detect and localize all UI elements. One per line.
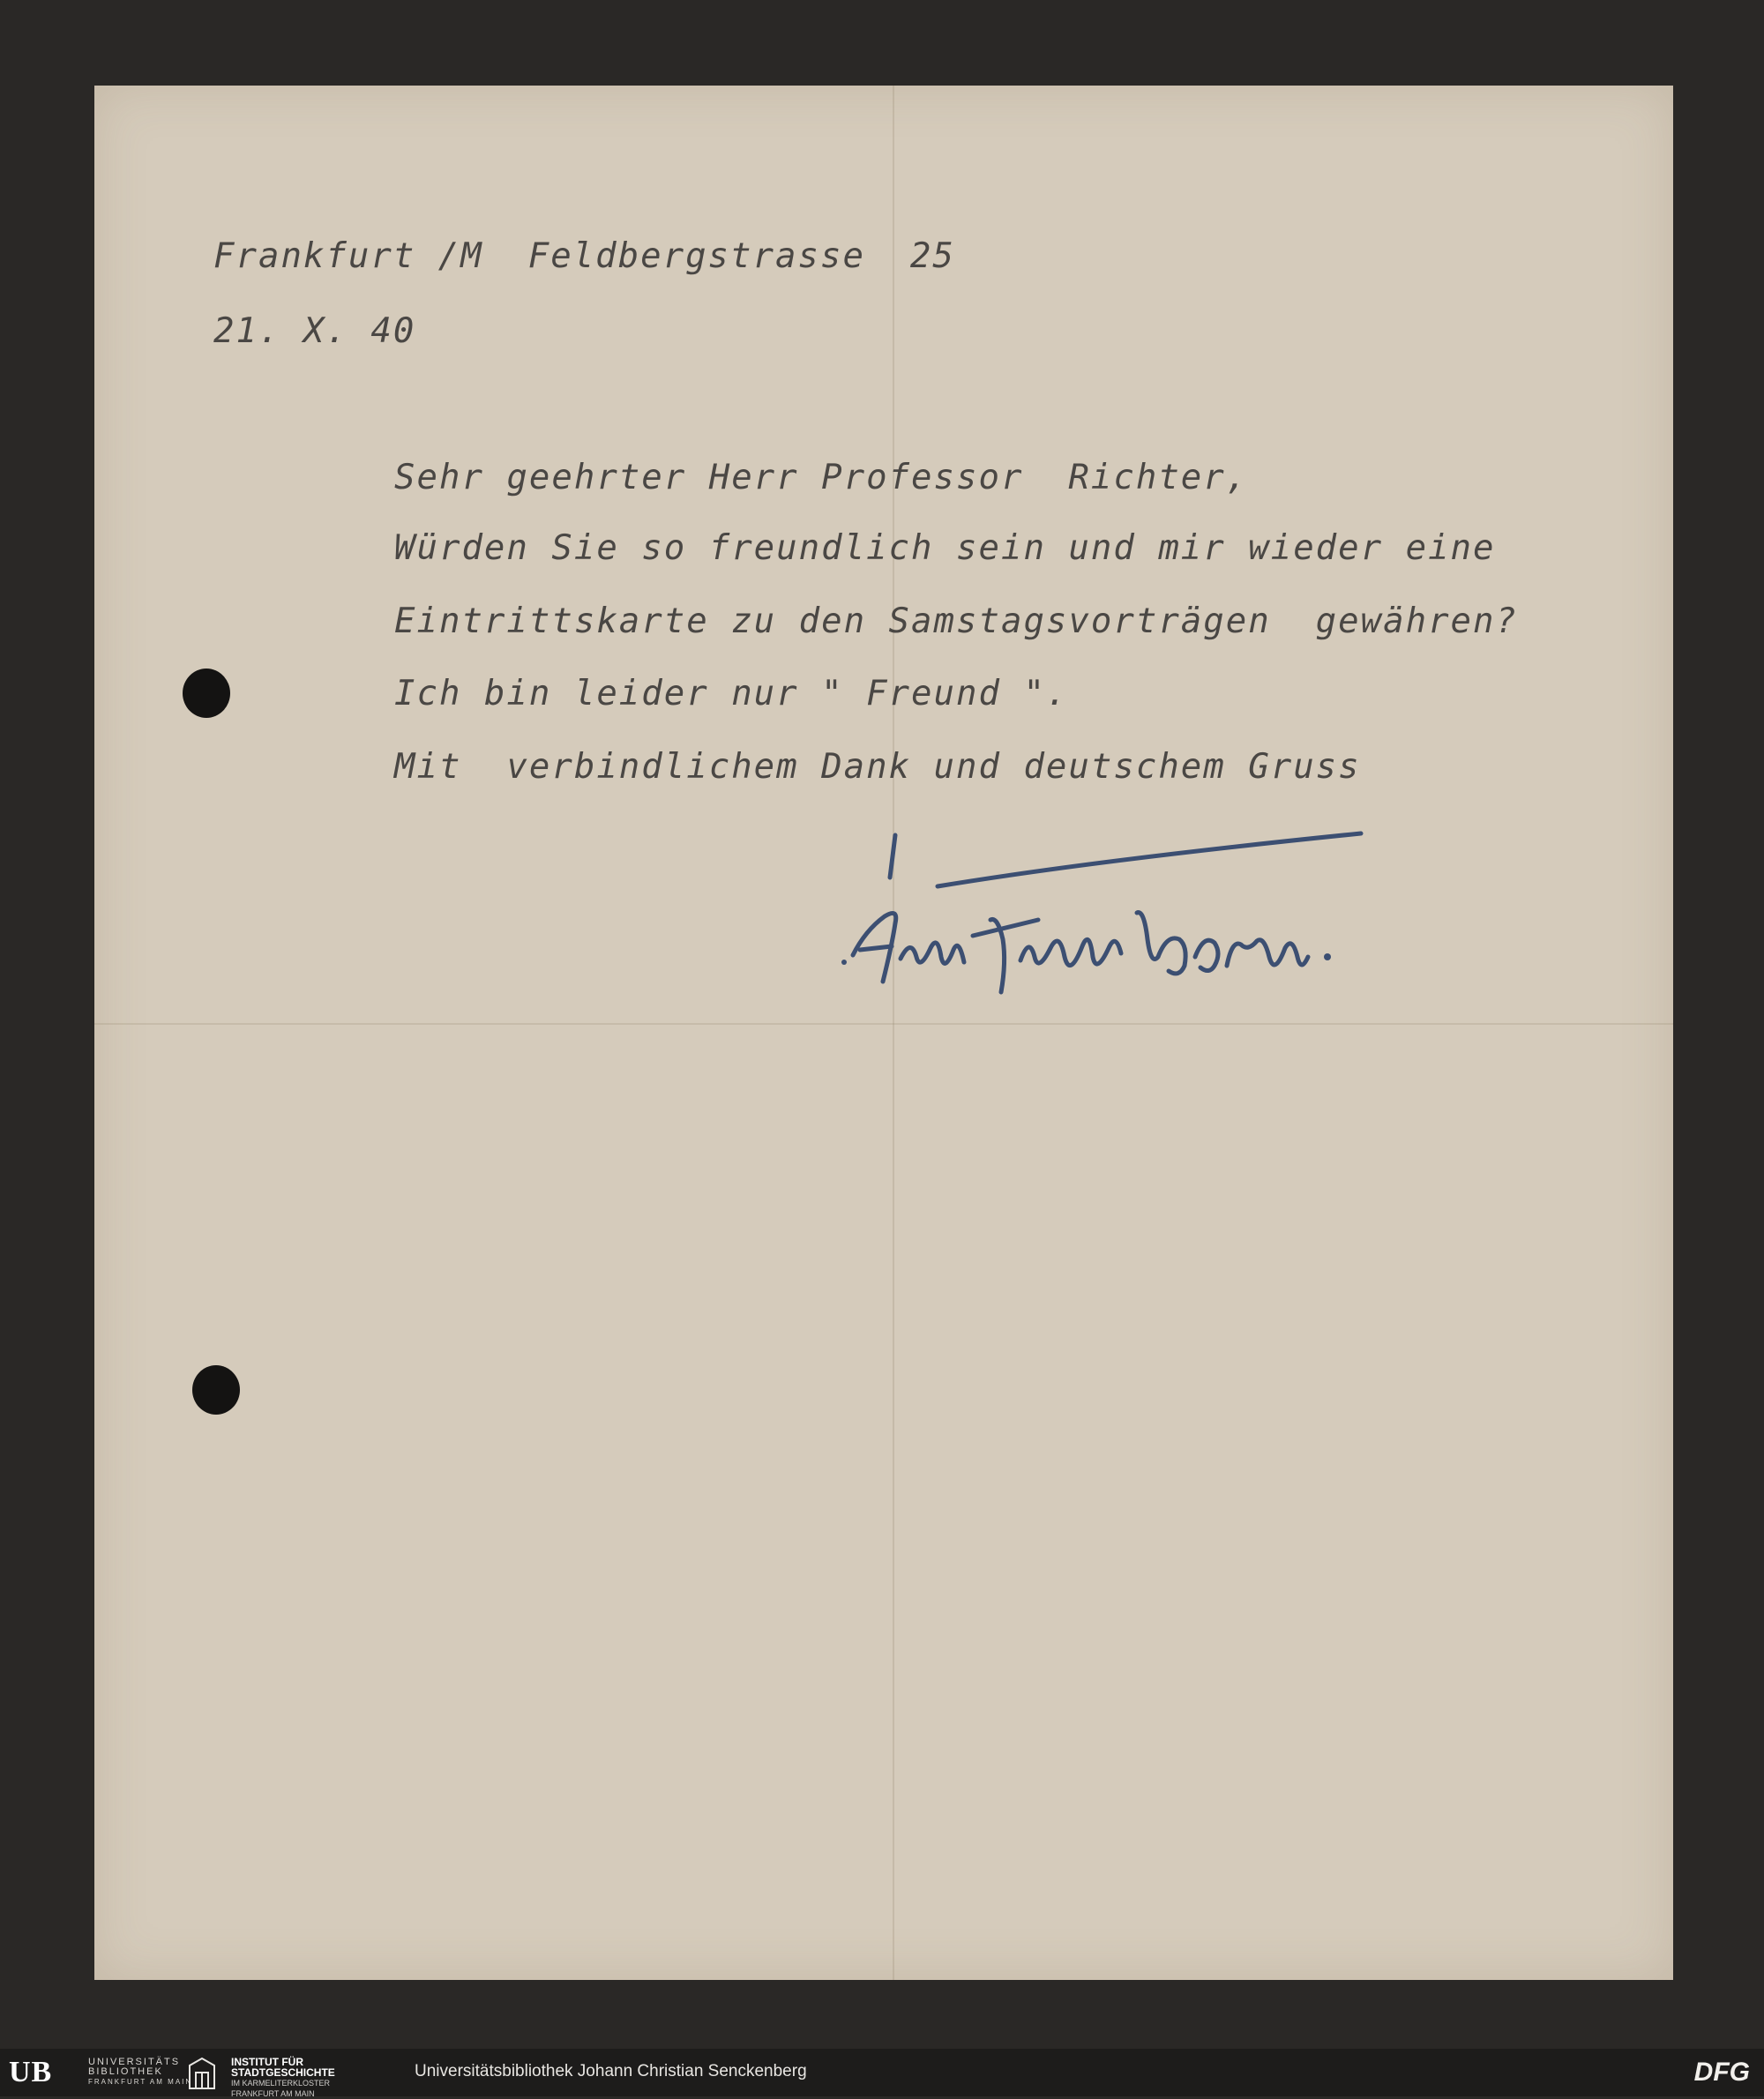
ub-text-line: FRANKFURT AM MAIN	[88, 2078, 193, 2086]
salutation: Sehr geehrter Herr Professor Richter,	[394, 458, 1249, 497]
letter-paper	[94, 86, 1673, 1980]
isg-text-line: INSTITUT FÜR	[231, 2056, 303, 2068]
ub-text-line: BIBLIOTHEK	[88, 2066, 163, 2077]
horizontal-fold-line	[94, 1023, 1673, 1025]
body-line-2: Eintrittskarte zu den Samstagsvorträgen gewähren?	[394, 601, 1518, 641]
isg-text-line: STADTGESCHICHTE	[231, 2066, 335, 2079]
institute-building-icon	[187, 2057, 217, 2090]
dfg-logo: DFG	[1693, 2058, 1750, 2087]
body-line-1: Würden Sie so freundlich sein und mir wieder eine	[394, 528, 1496, 568]
punch-hole-top	[183, 669, 230, 718]
ub-text-line: UNIVERSITÄTS	[88, 2057, 181, 2067]
isg-text-line: FRANKFURT AM MAIN	[231, 2089, 315, 2098]
body-line-4: Mit verbindlichem Dank und deutschem Gruss	[394, 747, 1361, 787]
library-name: Universitätsbibliothek Johann Christian Senckenberg	[415, 2062, 807, 2080]
body-line-3: Ich bin leider nur " Freund ".	[394, 674, 1069, 713]
date-line: 21. X. 40	[213, 311, 416, 351]
ub-logo-text	[88, 2058, 192, 2087]
isg-text-line: IM KARMELITERKLOSTER	[231, 2079, 331, 2088]
address-line: Frankfurt /M Feldbergstrasse 25	[213, 236, 955, 276]
archive-footer-bar	[0, 2049, 1764, 2096]
ub-logo: UB	[9, 2056, 53, 2088]
punch-hole-bottom	[192, 1365, 240, 1415]
vertical-fold-line	[893, 86, 894, 1980]
handwritten-signature	[833, 825, 1398, 1019]
isg-logo-text	[231, 2057, 335, 2099]
